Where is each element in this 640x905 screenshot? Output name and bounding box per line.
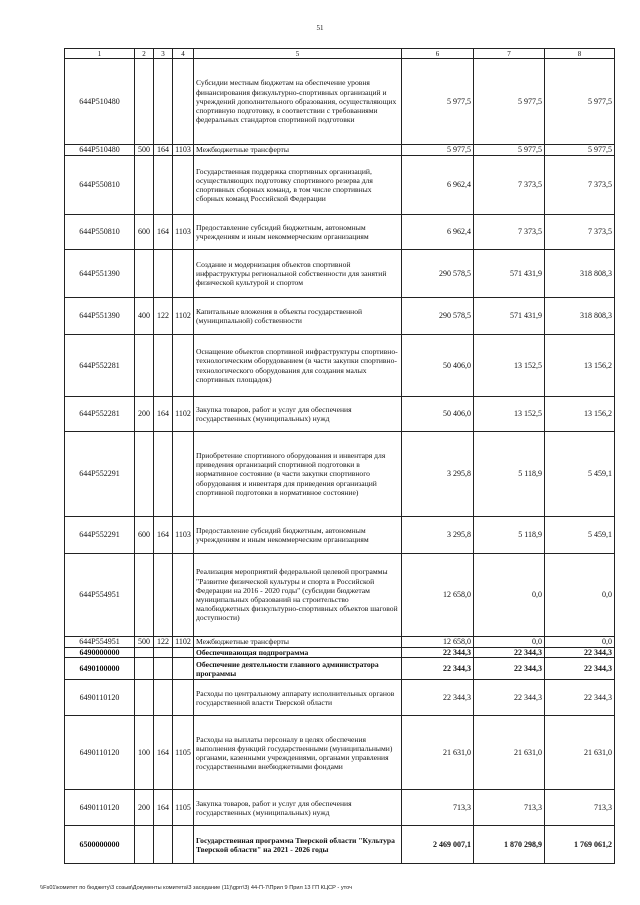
row-section-code xyxy=(173,250,194,298)
row-value-col8: 7 373,5 xyxy=(545,156,615,215)
row-section-code xyxy=(173,826,194,864)
row-name: Предоставление субсидий бюджетным, автономным учреждениям и иным некоммерческим организациям xyxy=(194,215,402,250)
row-code: 644P552281 xyxy=(65,335,135,397)
row-code: 6500000000 xyxy=(65,826,135,864)
row-administrator-code: 164 xyxy=(154,790,173,826)
row-code: 644P552291 xyxy=(65,517,135,554)
row-expense-type: 100 xyxy=(135,716,154,790)
row-value-col8: 5 977,5 xyxy=(545,145,615,156)
row-value-col6: 12 658,0 xyxy=(402,637,474,648)
header-col-5: 5 xyxy=(194,49,402,59)
row-value-col8: 0,0 xyxy=(545,637,615,648)
row-value-col6: 5 977,5 xyxy=(402,59,474,145)
row-expense-type: 400 xyxy=(135,298,154,335)
row-section-code: 1103 xyxy=(173,145,194,156)
row-name: Расходы по центральному аппарату исполнительных органов государственной власти Тверской области xyxy=(194,680,402,716)
row-administrator-code: 164 xyxy=(154,517,173,554)
row-administrator-code xyxy=(154,680,173,716)
row-value-col6: 2 469 007,1 xyxy=(402,826,474,864)
row-value-col7: 571 431,9 xyxy=(474,298,545,335)
row-value-col6: 3 295,8 xyxy=(402,432,474,517)
row-value-col7: 13 152,5 xyxy=(474,397,545,432)
row-name: Обеспечивающая подпрограмма xyxy=(194,648,402,658)
row-code: 644P510480 xyxy=(65,59,135,145)
row-name: Приобретение спортивного оборудования и инвентаря для приведения организаций спортивной подготовки в нормативное состояние (в части закупки спортивного оборудования и инвентаря для приведения организаций спортивной подготовки в нормативное состояние) xyxy=(194,432,402,517)
row-section-code xyxy=(173,335,194,397)
row-value-col8: 5 459,1 xyxy=(545,432,615,517)
row-expense-type: 200 xyxy=(135,790,154,826)
table-row xyxy=(65,215,615,250)
row-code: 6490000000 xyxy=(65,648,135,658)
row-value-col7: 5 977,5 xyxy=(474,59,545,145)
row-value-col6: 5 977,5 xyxy=(402,145,474,156)
row-value-col7: 5 118,9 xyxy=(474,432,545,517)
row-code: 644P551390 xyxy=(65,250,135,298)
page-number: 51 xyxy=(316,24,324,32)
row-value-col8: 0,0 xyxy=(545,554,615,637)
row-value-col7: 5 118,9 xyxy=(474,517,545,554)
row-value-col8: 7 373,5 xyxy=(545,215,615,250)
header-col-2: 2 xyxy=(135,49,154,59)
row-section-code: 1102 xyxy=(173,397,194,432)
table-row xyxy=(65,397,615,432)
row-value-col7: 13 152,5 xyxy=(474,335,545,397)
row-code: 6490110120 xyxy=(65,680,135,716)
row-value-col7: 22 344,3 xyxy=(474,658,545,680)
table-row xyxy=(65,250,615,298)
file-path-footer: \\Fs01\комитет по бюджету\3 созыв\Документы комитета\3 заседание (11)\gprr\3) 44-П-7\Прил 9 Прил 13 ГП КЦСР - уточ xyxy=(40,885,353,891)
row-value-col7: 713,3 xyxy=(474,790,545,826)
row-expense-type xyxy=(135,156,154,215)
row-administrator-code: 164 xyxy=(154,215,173,250)
row-value-col6: 50 406,0 xyxy=(402,397,474,432)
row-section-code: 1105 xyxy=(173,790,194,826)
row-administrator-code xyxy=(154,59,173,145)
row-administrator-code xyxy=(154,432,173,517)
row-administrator-code xyxy=(154,554,173,637)
row-value-col8: 21 631,0 xyxy=(545,716,615,790)
row-code: 6490100000 xyxy=(65,658,135,680)
row-section-code: 1105 xyxy=(173,716,194,790)
row-value-col6: 12 658,0 xyxy=(402,554,474,637)
row-expense-type: 600 xyxy=(135,517,154,554)
table-row xyxy=(65,790,615,826)
row-value-col7: 0,0 xyxy=(474,554,545,637)
table-row xyxy=(65,554,615,637)
row-value-col6: 21 631,0 xyxy=(402,716,474,790)
row-name: Межбюджетные трансферты xyxy=(194,145,402,156)
row-value-col6: 3 295,8 xyxy=(402,517,474,554)
row-value-col8: 22 344,3 xyxy=(545,648,615,658)
row-value-col7: 1 870 298,9 xyxy=(474,826,545,864)
table-row xyxy=(65,432,615,517)
row-administrator-code xyxy=(154,250,173,298)
row-section-code xyxy=(173,648,194,658)
row-name: Реализация мероприятий федеральной целевой программы "Развитие физической культуры и спорта в Российской Федерации на 2016 - 2020 годы" (субсидии бюджетам муниципальных образований на строительство малобюджетных физкультурно-спортивных объектов шаговой доступности) xyxy=(194,554,402,637)
row-expense-type xyxy=(135,648,154,658)
row-administrator-code: 122 xyxy=(154,298,173,335)
table-row xyxy=(65,658,615,680)
row-value-col7: 22 344,3 xyxy=(474,680,545,716)
table-row xyxy=(65,648,615,658)
row-code: 644P510480 xyxy=(65,145,135,156)
row-value-col6: 50 406,0 xyxy=(402,335,474,397)
header-col-6: 6 xyxy=(402,49,474,59)
table-row xyxy=(65,716,615,790)
row-code: 6490110120 xyxy=(65,790,135,826)
row-value-col8: 318 808,3 xyxy=(545,298,615,335)
row-name: Межбюджетные трансферты xyxy=(194,637,402,648)
row-code: 644P552281 xyxy=(65,397,135,432)
row-section-code xyxy=(173,432,194,517)
table-row xyxy=(65,517,615,554)
row-value-col6: 22 344,3 xyxy=(402,648,474,658)
row-value-col7: 7 373,5 xyxy=(474,156,545,215)
table-row xyxy=(65,637,615,648)
budget-table xyxy=(64,48,615,864)
row-value-col8: 13 156,2 xyxy=(545,335,615,397)
row-code: 6490110120 xyxy=(65,716,135,790)
header-col-1: 1 xyxy=(65,49,135,59)
row-section-code: 1103 xyxy=(173,517,194,554)
row-value-col8: 22 344,3 xyxy=(545,658,615,680)
row-value-col7: 571 431,9 xyxy=(474,250,545,298)
row-value-col6: 713,3 xyxy=(402,790,474,826)
row-code: 644P551390 xyxy=(65,298,135,335)
row-name: Оснащение объектов спортивной инфраструктуры спортивно-технологическим оборудованием (в части закупки спортивно-технологического оборудования для создания малых спортивных площадок) xyxy=(194,335,402,397)
row-expense-type xyxy=(135,432,154,517)
row-value-col7: 7 373,5 xyxy=(474,215,545,250)
row-expense-type xyxy=(135,554,154,637)
row-name: Капитальные вложения в объекты государственной (муниципальной) собственности xyxy=(194,298,402,335)
row-name: Закупка товаров, работ и услуг для обеспечения государственных (муниципальных) нужд xyxy=(194,790,402,826)
row-code: 644P552291 xyxy=(65,432,135,517)
row-value-col7: 5 977,5 xyxy=(474,145,545,156)
header-col-8: 8 xyxy=(545,49,615,59)
row-expense-type xyxy=(135,826,154,864)
row-expense-type: 500 xyxy=(135,637,154,648)
row-name: Обеспечение деятельности главного администратора программы xyxy=(194,658,402,680)
header-col-4: 4 xyxy=(173,49,194,59)
row-value-col6: 290 578,5 xyxy=(402,298,474,335)
row-name: Государственная поддержка спортивных организаций, осуществляющих подготовку спортивного резерва для спортивных сборных команд, в том числе спортивных сборных команд Российской Федерации xyxy=(194,156,402,215)
row-section-code xyxy=(173,658,194,680)
header-col-3: 3 xyxy=(154,49,173,59)
row-name: Предоставление субсидий бюджетным, автономным учреждениям и иным некоммерческим организациям xyxy=(194,517,402,554)
row-code: 644P554951 xyxy=(65,637,135,648)
row-value-col6: 6 962,4 xyxy=(402,156,474,215)
header-col-7: 7 xyxy=(474,49,545,59)
row-value-col8: 13 156,2 xyxy=(545,397,615,432)
row-name: Создание и модернизация объектов спортивной инфраструктуры региональной собственности для занятий физической культурой и спортом xyxy=(194,250,402,298)
row-value-col8: 318 808,3 xyxy=(545,250,615,298)
row-administrator-code xyxy=(154,648,173,658)
row-administrator-code xyxy=(154,658,173,680)
row-value-col6: 22 344,3 xyxy=(402,658,474,680)
table-row xyxy=(65,298,615,335)
row-section-code xyxy=(173,680,194,716)
table-row xyxy=(65,335,615,397)
row-expense-type xyxy=(135,59,154,145)
row-expense-type xyxy=(135,335,154,397)
table-body xyxy=(65,59,615,864)
row-value-col6: 290 578,5 xyxy=(402,250,474,298)
row-section-code: 1102 xyxy=(173,637,194,648)
row-name: Расходы на выплаты персоналу в целях обеспечения выполнения функций государственными (муниципальными) органами, казенными учреждениями, органами управления государственными внебюджетными фондами xyxy=(194,716,402,790)
row-value-col6: 22 344,3 xyxy=(402,680,474,716)
table-header-row xyxy=(65,49,615,59)
row-value-col6: 6 962,4 xyxy=(402,215,474,250)
table-row xyxy=(65,680,615,716)
row-value-col8: 1 769 061,2 xyxy=(545,826,615,864)
row-value-col8: 713,3 xyxy=(545,790,615,826)
row-expense-type: 500 xyxy=(135,145,154,156)
row-section-code xyxy=(173,554,194,637)
row-value-col7: 21 631,0 xyxy=(474,716,545,790)
row-section-code xyxy=(173,156,194,215)
row-administrator-code: 164 xyxy=(154,716,173,790)
row-name: Государственная программа Тверской области "Культура Тверской области" на 2021 - 2026 годы xyxy=(194,826,402,864)
row-administrator-code xyxy=(154,335,173,397)
row-section-code xyxy=(173,59,194,145)
table-row xyxy=(65,145,615,156)
row-administrator-code xyxy=(154,826,173,864)
row-code: 644P550810 xyxy=(65,156,135,215)
row-value-col8: 5 459,1 xyxy=(545,517,615,554)
row-administrator-code: 122 xyxy=(154,637,173,648)
table-row xyxy=(65,59,615,145)
row-code: 644P550810 xyxy=(65,215,135,250)
row-expense-type: 600 xyxy=(135,215,154,250)
row-administrator-code xyxy=(154,156,173,215)
row-name: Закупка товаров, работ и услуг для обеспечения государственных (муниципальных) нужд xyxy=(194,397,402,432)
table-row xyxy=(65,156,615,215)
row-administrator-code: 164 xyxy=(154,145,173,156)
row-value-col7: 0,0 xyxy=(474,637,545,648)
row-expense-type: 200 xyxy=(135,397,154,432)
row-administrator-code: 164 xyxy=(154,397,173,432)
row-section-code: 1102 xyxy=(173,298,194,335)
row-code: 644P554951 xyxy=(65,554,135,637)
row-expense-type xyxy=(135,658,154,680)
row-value-col8: 22 344,3 xyxy=(545,680,615,716)
row-value-col7: 22 344,3 xyxy=(474,648,545,658)
row-value-col8: 5 977,5 xyxy=(545,59,615,145)
table-row xyxy=(65,826,615,864)
row-expense-type xyxy=(135,680,154,716)
row-name: Субсидии местным бюджетам на обеспечение уровня финансирования физкультурно-спортивных организаций и учреждений дополнительного образования, осуществляющих спортивную подготовку, в соответствии с требованиями федеральных стандартов спортивной подготовки xyxy=(194,59,402,145)
row-section-code: 1103 xyxy=(173,215,194,250)
row-expense-type xyxy=(135,250,154,298)
